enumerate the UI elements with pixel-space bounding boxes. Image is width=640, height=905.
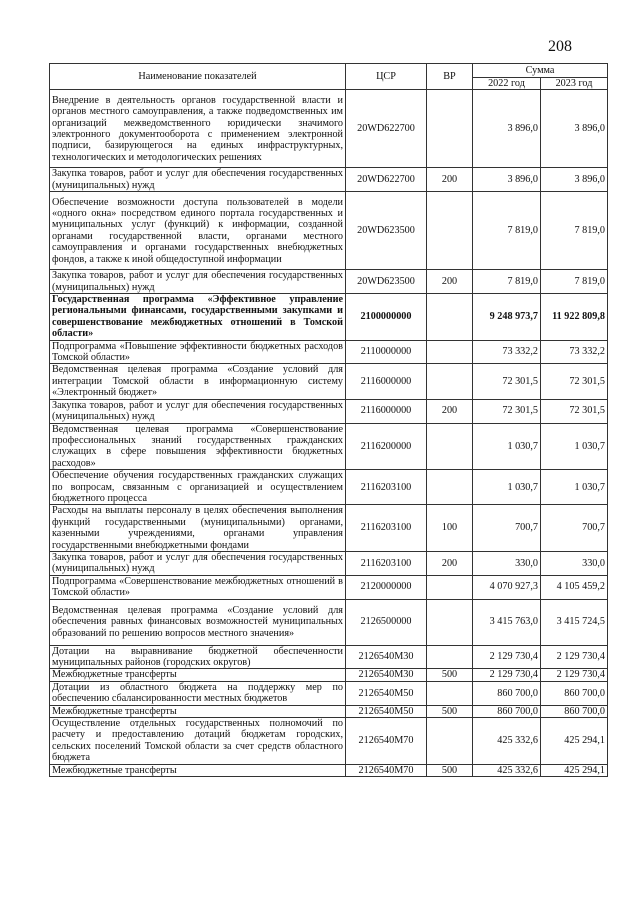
row-amount-2022: 425 332,6 — [473, 718, 541, 765]
row-vr: 500 — [427, 669, 473, 681]
row-name: Закупка товаров, работ и услуг для обеспечения государственных (муниципальных) нужд — [50, 551, 346, 575]
row-csr: 2126540М50 — [346, 705, 427, 717]
row-vr — [427, 470, 473, 505]
table-body — [50, 90, 608, 777]
row-name: Подпрограмма «Повышение эффективности бюджетных расходов Томской области» — [50, 340, 346, 364]
table-row — [50, 718, 608, 765]
page-number: 208 — [548, 38, 572, 55]
row-name: Закупка товаров, работ и услуг для обеспечения государственных (муниципальных) нужд — [50, 270, 346, 294]
row-csr: 2126500000 — [346, 599, 427, 645]
row-amount-2023: 425 294,1 — [541, 718, 608, 765]
row-amount-2022: 1 030,7 — [473, 423, 541, 470]
row-csr: 20WD622700 — [346, 90, 427, 168]
row-csr: 2126540М70 — [346, 764, 427, 776]
row-amount-2022: 7 819,0 — [473, 270, 541, 294]
row-vr: 100 — [427, 505, 473, 552]
row-amount-2023: 1 030,7 — [541, 470, 608, 505]
row-vr — [427, 90, 473, 168]
row-amount-2022: 72 301,5 — [473, 399, 541, 423]
row-amount-2022: 72 301,5 — [473, 364, 541, 399]
row-name: Государственная программа «Эффективное управление региональными финансами, государственными закупками и совершенствование межбюджетных отношений в Томской области» — [50, 294, 346, 341]
row-amount-2022: 330,0 — [473, 551, 541, 575]
table-header — [50, 64, 608, 90]
row-csr: 2116203100 — [346, 470, 427, 505]
row-amount-2023: 2 129 730,4 — [541, 645, 608, 669]
table-row — [50, 669, 608, 681]
row-amount-2022: 2 129 730,4 — [473, 669, 541, 681]
header-name: Наименование показателей — [50, 64, 346, 90]
row-name: Ведомственная целевая программа «Совершенствование профессиональных знаний государственных гражданских служащих в сфере повышения эффективности бюджетных расходов» — [50, 423, 346, 470]
table-row — [50, 645, 608, 669]
header-vr: ВР — [427, 64, 473, 90]
row-name: Межбюджетные трансферты — [50, 669, 346, 681]
row-vr: 500 — [427, 705, 473, 717]
row-csr: 2116000000 — [346, 364, 427, 399]
row-amount-2022: 4 070 927,3 — [473, 575, 541, 599]
row-amount-2023: 860 700,0 — [541, 681, 608, 705]
row-amount-2023: 4 105 459,2 — [541, 575, 608, 599]
table-row — [50, 399, 608, 423]
budget-table — [49, 63, 608, 777]
header-sum: Сумма — [473, 64, 608, 78]
row-amount-2023: 3 415 724,5 — [541, 599, 608, 645]
row-amount-2022: 425 332,6 — [473, 764, 541, 776]
table-row — [50, 423, 608, 470]
row-vr — [427, 294, 473, 341]
row-amount-2023: 7 819,0 — [541, 192, 608, 270]
row-name: Осуществление отдельных государственных полномочий по расчету и предоставлению дотаций бюджетам городских, сельских поселений Томской области за счет средств областного бюджета — [50, 718, 346, 765]
row-amount-2023: 2 129 730,4 — [541, 669, 608, 681]
row-csr: 2116203100 — [346, 551, 427, 575]
row-vr — [427, 645, 473, 669]
row-amount-2023: 3 896,0 — [541, 90, 608, 168]
row-vr — [427, 423, 473, 470]
row-amount-2022: 2 129 730,4 — [473, 645, 541, 669]
row-amount-2023: 700,7 — [541, 505, 608, 552]
table-row — [50, 505, 608, 552]
row-amount-2022: 860 700,0 — [473, 681, 541, 705]
row-amount-2022: 73 332,2 — [473, 340, 541, 364]
row-amount-2023: 72 301,5 — [541, 364, 608, 399]
row-name: Обеспечение возможности доступа пользователей в модели «одного окна» посредством единого портала государственных и муниципальных услуг (функций) к информации, созданной органами государственной власти, органами местного самоуправления и органами государственных внебюджетных фондов, а также к иной общедоступной информации — [50, 192, 346, 270]
row-vr — [427, 575, 473, 599]
row-amount-2023: 7 819,0 — [541, 270, 608, 294]
row-name: Дотации на выравнивание бюджетной обеспеченности муниципальных районов (городских округов) — [50, 645, 346, 669]
row-amount-2023: 3 896,0 — [541, 168, 608, 192]
row-amount-2023: 1 030,7 — [541, 423, 608, 470]
row-vr — [427, 340, 473, 364]
row-amount-2022: 3 896,0 — [473, 90, 541, 168]
row-name: Обеспечение обучения государственных гражданских служащих по вопросам, связанным с организацией и осуществлением бюджетного процесса — [50, 470, 346, 505]
row-amount-2023: 72 301,5 — [541, 399, 608, 423]
row-name: Расходы на выплаты персоналу в целях обеспечения выполнения функций государственными (муниципальными) органами, казенными учреждениями, органами управления государственными внебюджетными фондами — [50, 505, 346, 552]
row-vr — [427, 718, 473, 765]
row-amount-2023: 425 294,1 — [541, 764, 608, 776]
row-amount-2023: 860 700,0 — [541, 705, 608, 717]
row-amount-2022: 3 415 763,0 — [473, 599, 541, 645]
row-name: Закупка товаров, работ и услуг для обеспечения государственных (муниципальных) нужд — [50, 168, 346, 192]
table-row — [50, 575, 608, 599]
row-amount-2022: 3 896,0 — [473, 168, 541, 192]
row-csr: 2126540М30 — [346, 645, 427, 669]
table-row — [50, 340, 608, 364]
header-csr: ЦСР — [346, 64, 427, 90]
table-row — [50, 294, 608, 341]
table-row — [50, 168, 608, 192]
row-name: Закупка товаров, работ и услуг для обеспечения государственных (муниципальных) нужд — [50, 399, 346, 423]
table-row — [50, 470, 608, 505]
row-vr: 200 — [427, 399, 473, 423]
row-name: Ведомственная целевая программа «Создание условий для интеграции Томской области в информационную систему «Электронный бюджет» — [50, 364, 346, 399]
row-vr — [427, 364, 473, 399]
row-csr: 2116203100 — [346, 505, 427, 552]
row-name: Дотации из областного бюджета на поддержку мер по обеспечению сбалансированности местных бюджетов — [50, 681, 346, 705]
row-name: Внедрение в деятельность органов государственной власти и органов местного самоуправления, а также подведомственных им организаций межведомственного юридически значимого электронного документооборота с применением электронной подписи, базирующегося на единых инфраструктурных, технологических и методологических решениях — [50, 90, 346, 168]
row-vr — [427, 681, 473, 705]
row-csr: 20WD622700 — [346, 168, 427, 192]
table-row — [50, 681, 608, 705]
row-amount-2022: 9 248 973,7 — [473, 294, 541, 341]
table-row — [50, 270, 608, 294]
row-vr: 200 — [427, 168, 473, 192]
row-name: Подпрограмма «Совершенствование межбюджетных отношений в Томской области» — [50, 575, 346, 599]
table-row — [50, 364, 608, 399]
row-name: Межбюджетные трансферты — [50, 705, 346, 717]
row-csr: 2126540М30 — [346, 669, 427, 681]
table-row — [50, 192, 608, 270]
row-amount-2022: 860 700,0 — [473, 705, 541, 717]
row-vr — [427, 192, 473, 270]
header-year-2022: 2022 год — [473, 78, 541, 90]
row-csr: 2110000000 — [346, 340, 427, 364]
row-csr: 2126540М50 — [346, 681, 427, 705]
row-vr: 200 — [427, 551, 473, 575]
header-year-2023: 2023 год — [541, 78, 608, 90]
table-row — [50, 764, 608, 776]
row-amount-2022: 1 030,7 — [473, 470, 541, 505]
row-csr: 2120000000 — [346, 575, 427, 599]
row-csr: 2116000000 — [346, 399, 427, 423]
row-vr: 200 — [427, 270, 473, 294]
table-row — [50, 551, 608, 575]
row-csr: 20WD623500 — [346, 192, 427, 270]
row-amount-2022: 700,7 — [473, 505, 541, 552]
table-row — [50, 705, 608, 717]
row-csr: 2126540М70 — [346, 718, 427, 765]
row-name: Ведомственная целевая программа «Создание условий для обеспечения равных финансовых возможностей муниципальных образований по решению вопросов местного значения» — [50, 599, 346, 645]
row-vr — [427, 599, 473, 645]
row-vr: 500 — [427, 764, 473, 776]
row-amount-2023: 11 922 809,8 — [541, 294, 608, 341]
row-amount-2023: 330,0 — [541, 551, 608, 575]
table-row — [50, 90, 608, 168]
row-csr: 2100000000 — [346, 294, 427, 341]
row-amount-2023: 73 332,2 — [541, 340, 608, 364]
row-csr: 2116200000 — [346, 423, 427, 470]
row-csr: 20WD623500 — [346, 270, 427, 294]
row-amount-2022: 7 819,0 — [473, 192, 541, 270]
row-name: Межбюджетные трансферты — [50, 764, 346, 776]
table-row — [50, 599, 608, 645]
